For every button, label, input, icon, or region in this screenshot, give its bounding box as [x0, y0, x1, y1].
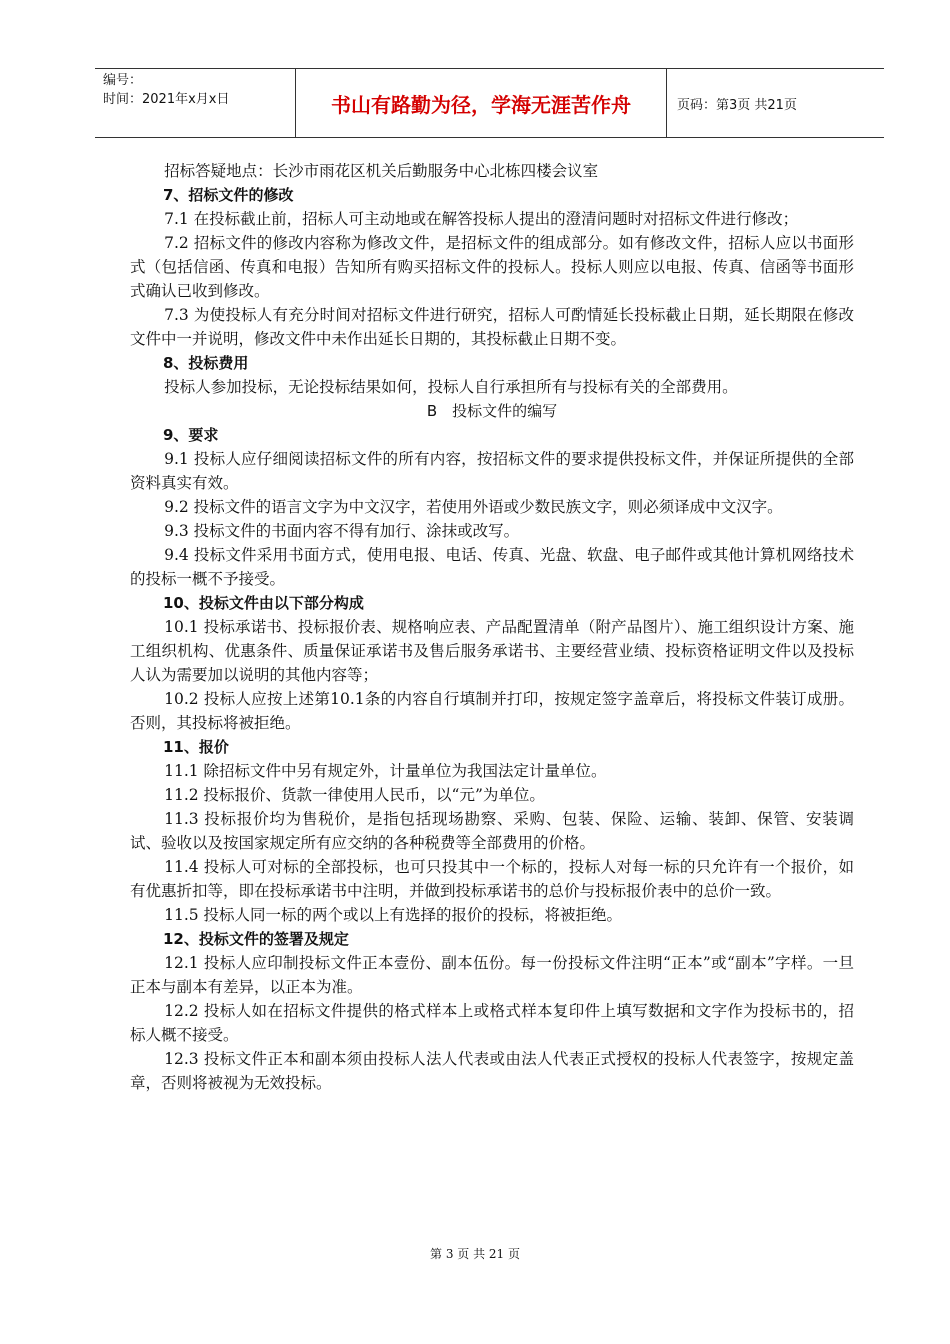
- section-heading: 11、报价: [163, 738, 229, 756]
- paragraph: 7.1 在投标截止前，招标人可主动地或在解答投标人提出的澄清问题时对招标文件进行修改；: [164, 210, 799, 228]
- paragraph: 11.3 投标报价均为售税价，是指包括现场勘察、采购、包装、保险、运输、装卸、保管、安装调试、验收以及按国家规定所有应交纳的各种税费等全部费用的价格。: [130, 810, 854, 852]
- page-header: [95, 68, 884, 138]
- paragraph: 12.3 投标文件正本和副本须由投标人法人代表或由法人代表正式授权的投标人代表签字，按规定盖章，否则将被视为无效投标。: [130, 1050, 854, 1092]
- page-footer: 第 3 页 共 21 页: [430, 1247, 520, 1261]
- part-heading: B 投标文件的编写: [426, 402, 558, 420]
- paragraph: 9.1 投标人应仔细阅读招标文件的所有内容，按招标文件的要求提供投标文件，并保证所提供的全部资料真实有效。: [130, 450, 854, 492]
- time-label: 时间：2021年x月x日: [103, 92, 230, 107]
- section-heading: 10、投标文件由以下部分构成: [163, 594, 364, 612]
- paragraph: 9.3 投标文件的书面内容不得有加行、涂抹或改写。: [164, 522, 520, 540]
- paragraph: 11.1 除招标文件中另有规定外，计量单位为我国法定计量单位。: [164, 762, 607, 780]
- paragraph: 投标人参加投标，无论投标结果如何，投标人自行承担所有与投标有关的全部费用。: [164, 378, 738, 396]
- paragraph: 10.2 投标人应按上述第10.1条的内容自行填制并打印，按规定签字盖章后，将投标文件装订成册。否则，其投标将被拒绝。: [130, 690, 854, 732]
- section-heading: 7、招标文件的修改: [163, 186, 294, 204]
- header-motto: 书山有路勤为径，学海无涯苦作舟: [295, 69, 667, 137]
- section-heading: 12、投标文件的签署及规定: [163, 930, 349, 948]
- paragraph: 10.1 投标承诺书、投标报价表、规格响应表、产品配置清单（附产品图片）、施工组织设计方案、施工组织机构、优惠条件、质量保证承诺书及售后服务承诺书、主要经营业绩、投标资格证明文件以及投标人认为需要加以说明的其他内容等；: [130, 618, 854, 684]
- header-meta: [95, 69, 295, 137]
- document-body: [130, 159, 854, 1095]
- paragraph: 7.3 为使投标人有充分时间对招标文件进行研究，招标人可酌情延长投标截止日期，延长期限在修改文件中一并说明，修改文件中未作出延长日期的，其投标截止日期不变。: [130, 306, 854, 348]
- header-page-number: 页码：第3页 共21页: [677, 97, 797, 113]
- paragraph: 7.2 招标文件的修改内容称为修改文件，是招标文件的组成部分。如有修改文件，招标人应以书面形式（包括信函、传真和电报）告知所有购买招标文件的投标人。投标人则应以电报、传真、信函等书面形式确认已收到修改。: [130, 234, 854, 300]
- paragraph: 12.1 投标人应印制投标文件正本壹份、副本伍份。每一份投标文件注明“正本”或“副本”字样。一旦正本与副本有差异，以正本为准。: [130, 954, 854, 996]
- section-heading: 8、投标费用: [163, 354, 249, 372]
- serial-label: 编号：: [103, 73, 143, 88]
- section-heading: 9、要求: [163, 426, 219, 444]
- paragraph: 11.4 投标人可对标的全部投标，也可只投其中一个标的，投标人对每一标的只允许有一个报价，如有优惠折扣等，即在投标承诺书中注明，并做到投标承诺书的总价与投标报价表中的总价一致。: [130, 858, 854, 900]
- paragraph: 9.2 投标文件的语言文字为中文汉字，若使用外语或少数民族文字，则必须译成中文汉字。: [164, 498, 783, 516]
- paragraph: 9.4 投标文件采用书面方式，使用电报、电话、传真、光盘、软盘、电子邮件或其他计算机网络技术的投标一概不予接受。: [130, 546, 854, 588]
- paragraph: 招标答疑地点：长沙市雨花区机关后勤服务中心北栋四楼会议室: [164, 162, 599, 180]
- paragraph: 11.2 投标报价、货款一律使用人民币，以“元”为单位。: [164, 786, 545, 804]
- paragraph: 11.5 投标人同一标的两个或以上有选择的报价的投标，将被拒绝。: [164, 906, 623, 924]
- paragraph: 12.2 投标人如在招标文件提供的格式样本上或格式样本复印件上填写数据和文字作为投标书的，招标人概不接受。: [130, 1002, 854, 1044]
